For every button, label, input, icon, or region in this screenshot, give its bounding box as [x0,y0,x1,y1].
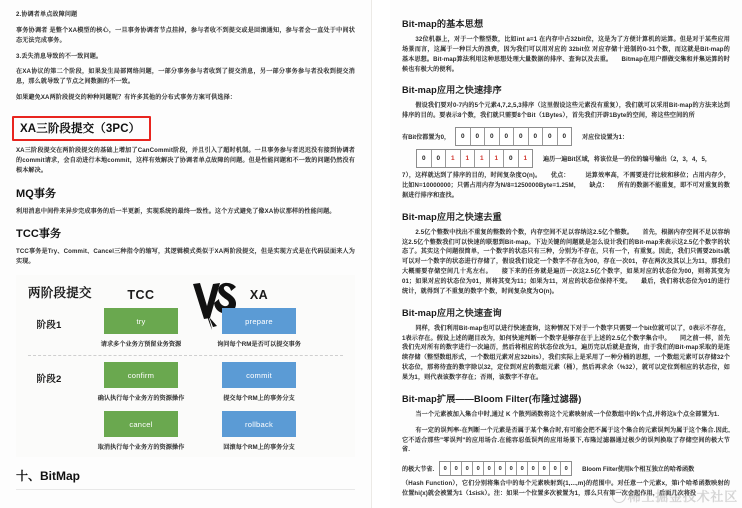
bloom-bits-lead: 的极大节省. [402,466,435,474]
caption-confirm: 确认执行每个业务方的资源操作 [97,395,185,403]
phase-label-2: 阶段2 [36,374,62,386]
right-page-panel [390,0,742,508]
paragraph-bitmap-basic-idea: 32位机器上，对于一个整型数，比如int a=1 在内存中占32bit位，这是为了方便计算机的运算。但是对于某些应用场景而言，这属于一种巨大的浪费，因为我们可以用对应的 32bit位 对应存储十进制的0-31个数，而这就是Bit-map的基本思想。Bit-map算法利用这种思想处理大量数据的排序、查询以及去重。 Bitmap在用户群做交集和并集运算的时候也有极大的便利。 [402,36,730,73]
bit-cell: 0 [471,128,486,145]
bit-cell: 0 [517,462,528,475]
section-rule [16,489,355,490]
diagram-row-phase2 [16,362,355,402]
paragraph-bitmap-fast-sort: 假设我们要对0-7内的5个元素4,7,2,5,3排序（这里假设这些元素没有重复），我们就可以采用Bit-map的方法来达到排序的目的。要表示8个数，我们就只需要8个Bit（1Bytes），首先我们开辟1Byte的空间，将这些空间的所 [402,102,730,120]
heading-tcc-transaction: TCC事务 [16,228,62,241]
heading-bitmap-fast-query: Bit-map应用之快速查询 [402,307,502,318]
cell-xa-commit [200,362,318,402]
caption-prepare: 询问每个RM是否可以提交事务 [217,341,301,349]
bit-array-zeros-lead: 有Bit位都置为0， [402,134,451,142]
chip-try: try [104,308,178,334]
cell-tcc-confirm [82,362,200,402]
diagram-row-phase1 [16,308,355,348]
caption-cancel: 取消执行每个业务方的资源操作 [97,444,185,452]
bit-cell: 0 [485,128,500,145]
bit-cell: 0 [456,128,471,145]
bit-array-row-set [416,149,730,168]
bit-cell: 1 [523,155,528,163]
paragraph-bloom-filter-1: 当一个元素被加入集合中时,通过 K 个散列函数将这个元素映射成一个位数组中的k个点,并将这k个点全部置为1. [415,410,720,418]
cell-tcc-cancel [82,411,200,451]
bit-cell: 0 [543,128,558,145]
diagram-title: 两阶段提交 [28,286,92,301]
paragraph-bitmap-sort-tail: 7），这样就达到了排序的目的，时间复杂度O(n)。 优点： 运算效率高，不需要进行比较和移位；占用内存少，比如N=10000000；只需占用内存为N/8=1250000Byte=1.25M， 缺点： 所有的数据不能重复，即不可对重复的数据进行排序和查找。 [402,172,730,199]
bit-array-set-trail: 遍历一遍Bit区域，将该位是一的位的编号输出（2，3，4，5， [543,156,711,164]
chip-prepare: prepare [222,308,296,334]
paragraph-xa-3pc: XA三阶段提交在两阶段提交的基础上增加了CanCommit阶段，并且引入了超时机制。一旦事务参与者迟迟没有接到协调者的commit请求，会自动进行本地commit，这样有效解决了协调者单点故障的问题。但是性能问题和不一致的问题仍然没有根本解决。 [16,147,355,174]
paragraph-tcc-transaction: TCC事务是Try、Commit、Cancel三种指令的缩写，其逻辑模式类似于XA两阶段提交，但是实现方式是在代码层面来人为实现。 [16,248,355,266]
cell-xa-phase1 [200,308,318,348]
bit-cell: 0 [432,150,447,167]
heading-bitmap-basic-idea: Bit-map的基本思想 [402,19,484,29]
heading-mq-transaction: MQ事务 [16,187,57,200]
watermark-text: 稀土掘金技术社区 [627,489,738,504]
paragraph-heading-coordinator-spof: 2.协调者单点故障问题 [16,11,78,18]
tcc-vs-xa-diagram [16,275,355,457]
caption-rollback: 回滚每个RM上的事务分支 [223,444,295,452]
bit-cell: 0 [528,462,539,475]
diagram-row-cancel-rollback [16,411,355,451]
bit-array-row-bloom [402,461,730,476]
heading-xa-3pc: XA三阶段提交（3PC） [20,123,141,136]
bit-cell: 0 [539,462,550,475]
caption-commit: 提交每个RM上的事务分支 [223,395,295,403]
bit-array-sorted-values [416,149,533,168]
bit-cell: 0 [451,462,462,475]
bit-cell: 0 [564,465,568,472]
cell-tcc-phase1 [82,308,200,348]
paragraph-lost-message: 在XA协议的第二个阶段，如果发生局部网络问题，一部分事务参与者收到了提交消息，另一部分事务参与者没收到提交消息，那么就导致了节点之间数据的不一致。 [16,68,355,86]
bit-array-row-zeros [402,127,730,146]
cell-xa-rollback [200,411,318,451]
bit-cell: 0 [495,462,506,475]
paragraph-bitmap-fast-query: 同样，我们利用Bit-map也可以进行快速查询，这种情况下对于一个数字只需要一个bit位就可以了，0表示不存在，1表示存在。假设上述的题目改为，如何快速判断一个数字是够存在于上述的2.5亿个数字集合中。 同之前一样，首先我们先对所有的数字进行一次遍历，然后将相应的状态位改为1，遍历完以后就是查询，由于我们的Bit-map采取的是连续存储（整型数组形式，一个数组元素对应32bits），我们实际上是采用了一种分桶的思想，一个数组元素可以存储32个状态位，那将待查的数字除以32，定位到对应的数组元素（桶），然后再求余（%32），就可以定位到相应的状态位，如果为1，则代表该数字存在；否则，该数字不存在。 [402,324,730,382]
phase-label-1: 阶段1 [36,320,62,332]
bit-cell: 1 [475,150,490,167]
bloom-bits-trail: Bloom Filter使用k个相互独立的哈希函数 [582,466,695,474]
caption-try: 请求多个业务方预留业务资源 [100,341,182,349]
paragraph-bloom-filter-3: （Hash Function），它们分别将集合中的每个元素映射到{1,...,m}的范围中。对任意一个元素x，第i个哈希函数映射的位置hi(x)就会被置为1（1≤i≤k）。注：如果一个位置多次被置为1，那么只有第一次会起作用，后面几次将没 [402,480,730,498]
bit-cell: 0 [440,462,451,475]
heading-bloom-filter: Bit-map扩展——Bloom Filter(布隆过滤器) [402,393,582,404]
chip-rollback: rollback [222,411,296,437]
bit-cell: 0 [514,128,529,145]
paragraph-mq-transaction: 利用消息中间件来异步完成事务的后一半更新，实现系统的最终一致性。这个方式避免了像XA协议那样的性能问题。 [16,207,336,215]
bit-cell: 0 [417,150,432,167]
diagram-divider [28,355,343,356]
heading-bitmap-fast-dedup: Bit-map应用之快速去重 [402,211,502,222]
paragraph-coordinator-spof: 事务协调者 是整个XA模型的核心，一旦事务协调者节点挂掉，参与者收不到提交或是回滚通知，参与者会一直处于中间状态无法完成事务。 [16,26,355,44]
bit-cell: 0 [504,150,519,167]
bit-cell: 0 [529,128,544,145]
paragraph-bloom-filter-2: 有一定的误判率-在判断一个元素是否属于某个集合时,有可能会把不属于这个集合的元素误判为属于这个集合.因此,它不适合那些"零误判"的应用场合.在能容忍低误判的应用场景下,布隆过滤器通过极少的误判换取了存储空间的极大节省. [402,426,730,454]
bit-array-zeros-trail: 对应位设置为1： [582,134,629,142]
bit-cell: 0 [500,128,515,145]
chip-commit: commit [222,362,296,388]
bit-cell: 1 [446,150,461,167]
column-header-tcc: TCC [127,288,155,303]
chip-confirm: confirm [104,362,178,388]
paragraph-heading-lost-message: 3.丢失消息导致的不一致问题。 [16,52,103,60]
bit-cell: 0 [484,462,495,475]
page-gutter [372,0,390,508]
paragraph-bitmap-fast-dedup: 2.5亿个整数中找出不重复的整数的个数，内存空间不足以容纳这2.5亿个整数。 首先，根据内存空间不足以容纳这2.5亿个整数我们可以快速的联想到Bit-map。下边关键的问题就是怎么设计我们的Bit-map来表示这2.5亿个数字的状态了。其实这个问题很简单，一个数字的状态只有三种，分别为不存在，只有一个，有重复。因此，我们只需要2bits就可以对一个数字的状态进行存储了，假设我们设定一个数字不存在为00，存在一次01，存在两次及其以上为11，那我们大概需要存储空间几十兆左右。 接下来的任务就是遍历一次这2.5亿个数字，如果对应的状态位为00，则将其变为01；如果对应的状态位为01，则将其变为11；如果为11，对应的状态位保持不变。 最后，我们将状态位为01的进行统计，就得到了不重复的数字个数，时间复杂度为O(n)。 [402,228,730,295]
bit-cell: 0 [550,462,561,475]
heading-bitmap-section: 十、BitMap [16,469,80,484]
bit-cell: 1 [490,150,505,167]
bit-cell: 0 [562,133,567,141]
column-header-xa: XA [249,288,269,303]
bit-array-all-zeros [455,127,572,146]
bit-cell: 0 [473,462,484,475]
red-annotation-box [12,116,151,141]
bit-cell: 0 [462,462,473,475]
chip-cancel: cancel [104,411,178,437]
bit-cell: 0 [506,462,517,475]
paragraph-alternatives-intro: 如果避免XA两阶段提交的种种问题呢？有许多其他的分布式事务方案可供选择： [16,94,237,102]
heading-bitmap-fast-sort: Bit-map应用之快速排序 [402,85,502,96]
bit-cell: 1 [461,150,476,167]
bit-array-bloom [439,461,572,476]
